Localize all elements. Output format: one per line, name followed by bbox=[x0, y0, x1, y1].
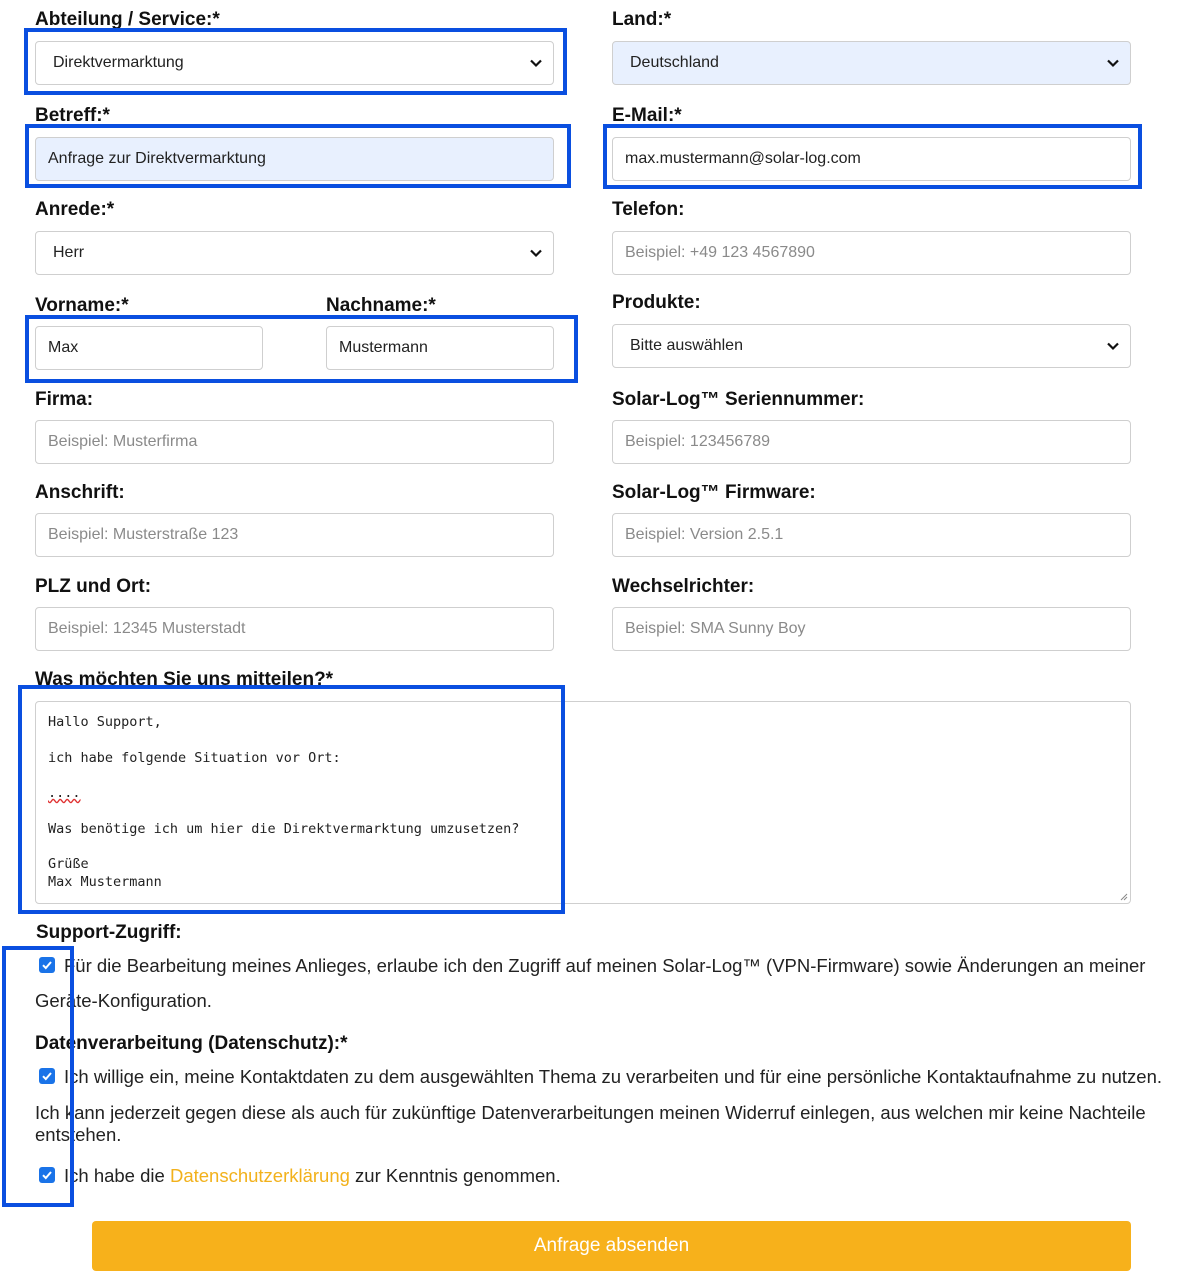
firstname-input[interactable] bbox=[35, 326, 263, 370]
privacy-ack-text bbox=[64, 1165, 561, 1187]
company-input[interactable] bbox=[35, 420, 554, 464]
address-label: Anschrift: bbox=[35, 482, 125, 503]
subject-input[interactable] bbox=[35, 137, 554, 181]
checkmark-icon bbox=[41, 1169, 53, 1181]
salutation-select[interactable] bbox=[35, 231, 554, 275]
phone-label: Telefon: bbox=[612, 199, 685, 220]
firstname-label: Vorname:* bbox=[35, 295, 129, 316]
message-line: Hallo Support, bbox=[48, 714, 162, 730]
inverter-label: Wechselrichter: bbox=[612, 576, 755, 597]
checkmark-icon bbox=[41, 959, 53, 971]
revoke-text: Ich kann jederzeit gegen diese als auch für zukünftige Datenverarbeitungen meinen Widerruf einlegen, aus welchen mir keine Nachteile bbox=[35, 1102, 1146, 1123]
country-label: Land:* bbox=[612, 9, 672, 30]
products-label: Produkte: bbox=[612, 292, 701, 313]
revoke-text-continued: entstehen. bbox=[35, 1124, 122, 1145]
salutation-label: Anrede:* bbox=[35, 199, 115, 220]
checkmark-icon bbox=[41, 1070, 53, 1082]
country-value: Deutschland bbox=[630, 54, 719, 71]
submit-button[interactable]: Anfrage absenden bbox=[92, 1221, 1131, 1271]
chevron-down-icon bbox=[529, 56, 543, 70]
message-label: Was möchten Sie uns mitteilen?* bbox=[35, 669, 334, 690]
firmware-input[interactable] bbox=[612, 513, 1131, 557]
resize-handle-icon[interactable] bbox=[1118, 891, 1128, 901]
serial-label: Solar-Log™ Seriennummer: bbox=[612, 389, 865, 410]
phone-input[interactable] bbox=[612, 231, 1131, 275]
department-select[interactable] bbox=[35, 41, 554, 85]
inverter-input[interactable] bbox=[612, 607, 1131, 651]
privacy-ack-suffix: zur Kenntnis genommen. bbox=[349, 1165, 561, 1186]
privacy-ack-prefix: Ich habe die bbox=[64, 1165, 170, 1186]
privacy-policy-link[interactable]: Datenschutzerklärung bbox=[169, 1165, 350, 1186]
firmware-label: Solar-Log™ Firmware: bbox=[612, 482, 816, 503]
message-textarea[interactable] bbox=[35, 701, 1131, 904]
consent-checkbox[interactable] bbox=[39, 1068, 55, 1084]
salutation-value: Herr bbox=[53, 244, 85, 261]
consent-text: Ich willige ein, meine Kontaktdaten zu dem ausgewählten Thema zu verarbeiten und für eine persönliche Kontaktaufnahme zu nutzen. bbox=[64, 1066, 1163, 1087]
email-label: E-Mail:* bbox=[612, 105, 682, 126]
department-label: Abteilung / Service:* bbox=[35, 9, 220, 30]
subject-label: Betreff:* bbox=[35, 105, 110, 126]
products-select[interactable] bbox=[612, 324, 1131, 368]
lastname-label: Nachname:* bbox=[326, 295, 436, 316]
zip-label: PLZ und Ort: bbox=[35, 576, 152, 597]
message-line: Grüße bbox=[48, 856, 89, 873]
message-line: Was benötige ich um hier die Direktvermarktung umzusetzen? bbox=[48, 820, 520, 837]
serial-input[interactable] bbox=[612, 420, 1131, 464]
privacy-label: Datenverarbeitung (Datenschutz):* bbox=[35, 1033, 348, 1054]
support-text-continued: Geräte-Konfiguration. bbox=[35, 990, 212, 1011]
chevron-down-icon bbox=[1106, 56, 1120, 70]
company-label: Firma: bbox=[35, 389, 94, 410]
zip-input[interactable] bbox=[35, 607, 554, 651]
products-value: Bitte auswählen bbox=[630, 337, 743, 354]
address-input[interactable] bbox=[35, 513, 554, 557]
email-input[interactable] bbox=[612, 137, 1131, 181]
message-line: Max Mustermann bbox=[48, 874, 162, 891]
department-value: Direktvermarktung bbox=[53, 54, 184, 71]
support-checkbox[interactable] bbox=[39, 957, 55, 973]
message-line: .... bbox=[48, 785, 81, 802]
chevron-down-icon bbox=[1106, 339, 1120, 353]
privacy-ack-checkbox[interactable] bbox=[39, 1167, 55, 1183]
country-select[interactable] bbox=[612, 41, 1131, 85]
support-text: Für die Bearbeitung meines Anlieges, erlaube ich den Zugriff auf meinen Solar-Log™ (VPN-Firmware) sowie Änderungen an meiner bbox=[64, 955, 1146, 976]
support-label: Support-Zugriff: bbox=[36, 922, 182, 943]
lastname-input[interactable] bbox=[326, 326, 554, 370]
message-line: ich habe folgende Situation vor Ort: bbox=[48, 749, 341, 766]
chevron-down-icon bbox=[529, 246, 543, 260]
